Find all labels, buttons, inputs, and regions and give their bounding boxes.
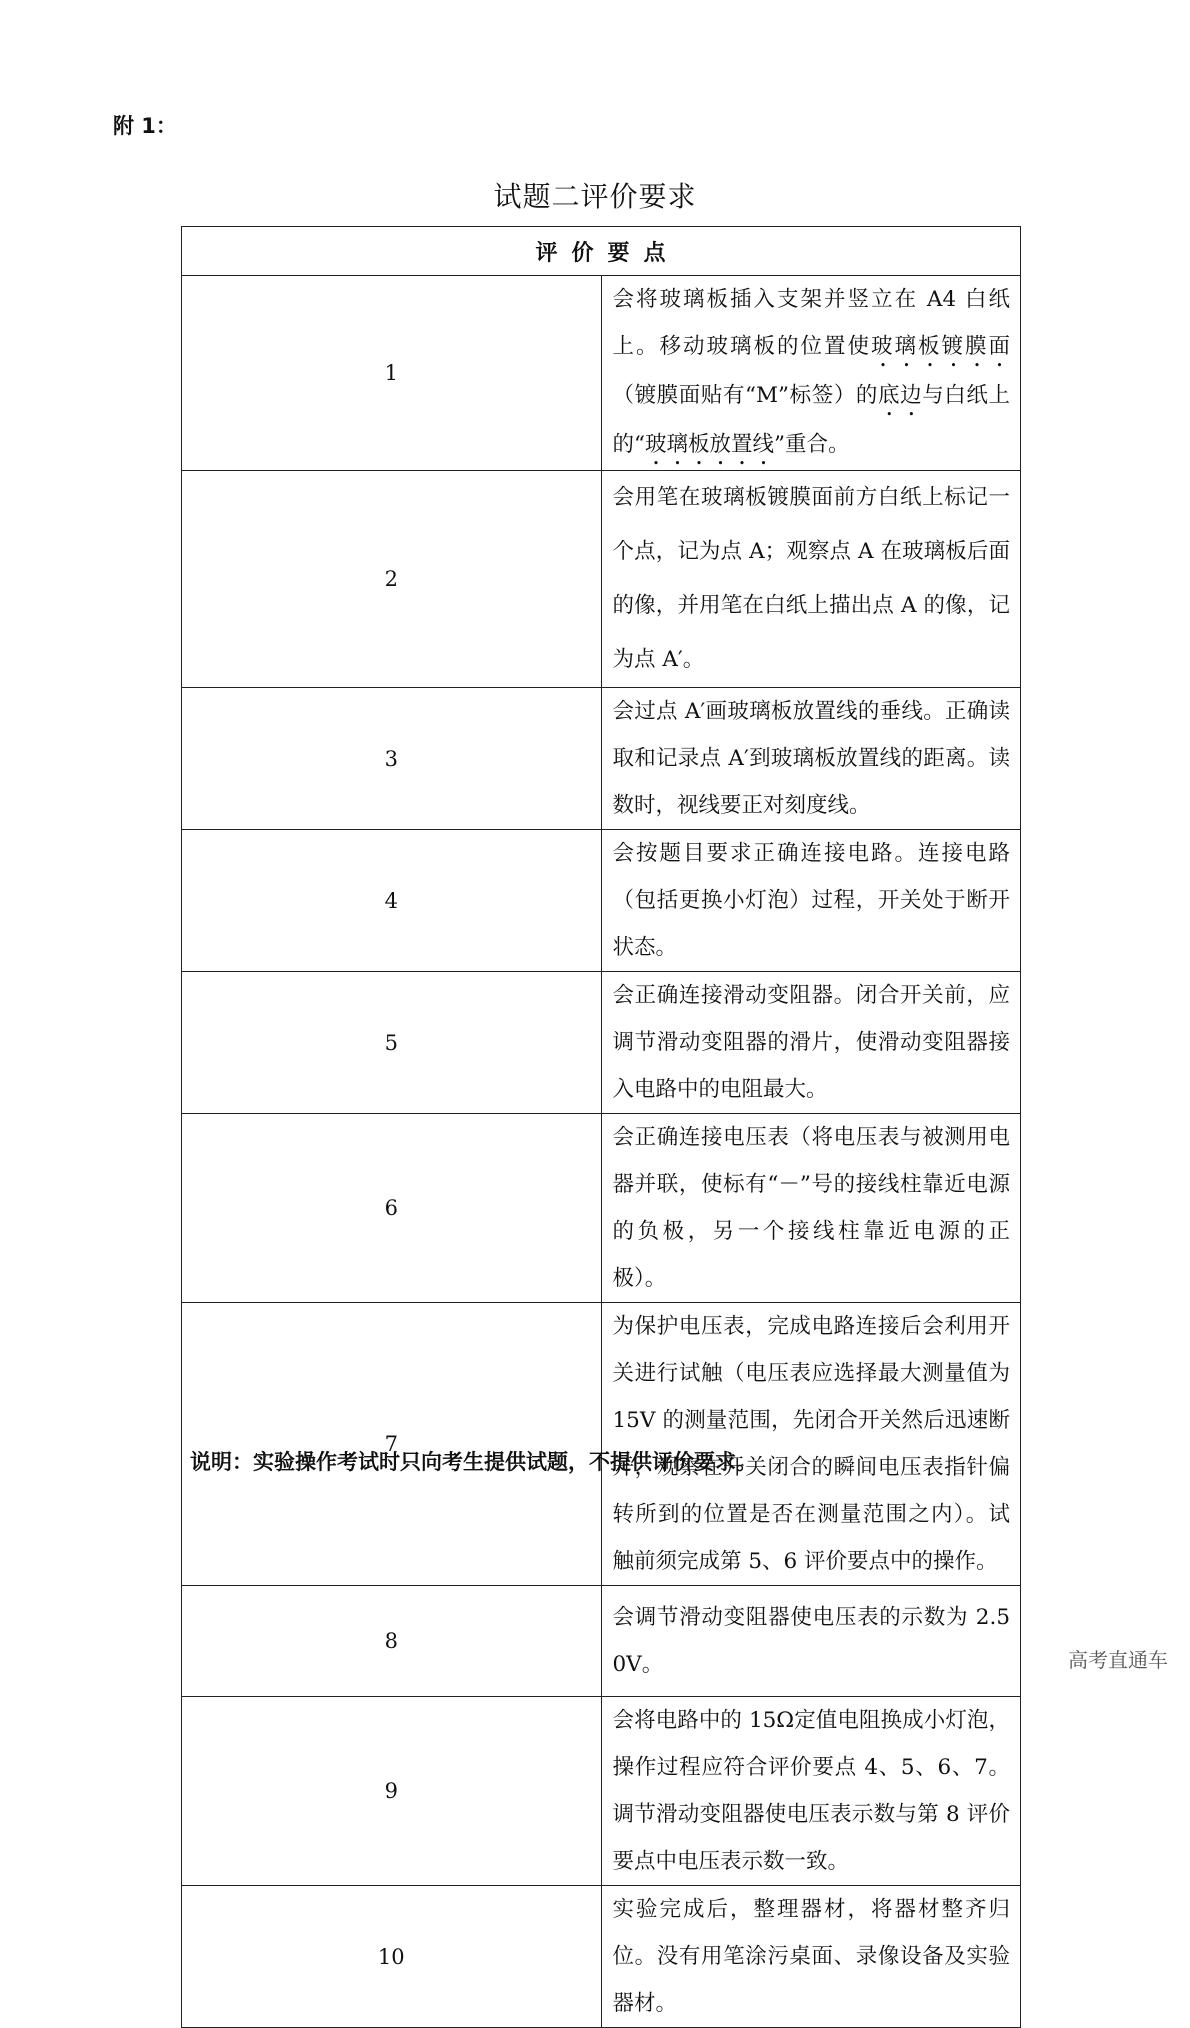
row-text: 会正确连接滑动变阻器。闭合开关前，应调节滑动变阻器的滑片，使滑动变阻器接入电路中的电阻最大。 bbox=[601, 972, 1021, 1114]
row-text: 会将电路中的 15Ω定值电阻换成小灯泡，操作过程应符合评价要点 4、5、6、7。调节滑动变阻器使电压表示数与第 8 评价要点中电压表示数一致。 bbox=[601, 1697, 1021, 1886]
table-row bbox=[182, 688, 1021, 830]
row-number: 10 bbox=[182, 1886, 602, 2028]
row-number: 7 bbox=[182, 1303, 602, 1586]
page-title: 试题二评价要求 bbox=[493, 180, 697, 213]
evaluation-table bbox=[181, 226, 1021, 2028]
row-number: 3 bbox=[182, 688, 602, 830]
table-row bbox=[182, 276, 1021, 471]
table-row bbox=[182, 1697, 1021, 1886]
table-header: 评价要点 bbox=[182, 227, 1021, 276]
row-text: 实验完成后，整理器材，将器材整齐归位。没有用笔涂污桌面、录像设备及实验器材。 bbox=[601, 1886, 1021, 2028]
row-text-part: 与白纸上的 bbox=[612, 383, 1010, 457]
row-text bbox=[601, 276, 1021, 471]
table-row bbox=[182, 1586, 1021, 1697]
row-text: 会用笔在玻璃板镀膜面前方白纸上标记一个点，记为点 A；观察点 A 在玻璃板后面的像，并用笔在白纸上描出点 A 的像，记为点 A′。 bbox=[601, 471, 1021, 688]
row-text-part: 重合。 bbox=[785, 432, 850, 457]
table-row bbox=[182, 972, 1021, 1114]
watermark: 高考直通车 bbox=[1068, 1648, 1168, 1672]
table-row bbox=[182, 471, 1021, 688]
table-row bbox=[182, 1886, 1021, 2028]
table-row bbox=[182, 830, 1021, 972]
row-text: 为保护电压表，完成电路连接后会利用开关进行试触（电压表应选择最大测量值为 15V 的测量范围，先闭合开关然后迅速断开，观察在开关闭合的瞬间电压表指针偏转所到的位置是否在测量范围之内）。试触前须完成第 5、6 评价要点中的操作。 bbox=[601, 1303, 1021, 1586]
row-number: 9 bbox=[182, 1697, 602, 1886]
row-text-part: 会将玻璃板插入支架并竖立在 A4 白纸上。移动玻璃板的位置使 bbox=[612, 287, 1010, 359]
row-number: 1 bbox=[182, 276, 602, 471]
row-number: 5 bbox=[182, 972, 602, 1114]
table-header-row bbox=[182, 227, 1021, 276]
row-number: 4 bbox=[182, 830, 602, 972]
row-number: 6 bbox=[182, 1114, 602, 1303]
row-number: 8 bbox=[182, 1586, 602, 1697]
row-text: 会过点 A′画玻璃板放置线的垂线。正确读取和记录点 A′到玻璃板放置线的距离。读数时，视线要正对刻度线。 bbox=[601, 688, 1021, 830]
table-row bbox=[182, 1114, 1021, 1303]
row-text: 会正确连接电压表（将电压表与被测用电器并联，使标有“－”号的接线柱靠近电源的负极，另一个接线柱靠近电源的正极）。 bbox=[601, 1114, 1021, 1303]
row-text: 会调节滑动变阻器使电压表的示数为 2.50V。 bbox=[601, 1586, 1021, 1697]
footnote: 说明：实验操作考试时只向考生提供试题，不提供评价要求。 bbox=[190, 1450, 757, 1474]
appendix-label: 附 1： bbox=[113, 114, 177, 138]
row-text: 会按题目要求正确连接电路。连接电路（包括更换小灯泡）过程，开关处于断开状态。 bbox=[601, 830, 1021, 972]
emphasized-text: 玻璃板镀膜面 bbox=[870, 334, 1010, 359]
emphasized-text: “玻璃板放置线” bbox=[634, 432, 785, 457]
table-row bbox=[182, 1303, 1021, 1586]
row-number: 2 bbox=[182, 471, 602, 688]
row-text-part: （镀膜面贴有“M”标签）的 bbox=[612, 383, 879, 408]
emphasized-text: 底边 bbox=[878, 383, 923, 408]
